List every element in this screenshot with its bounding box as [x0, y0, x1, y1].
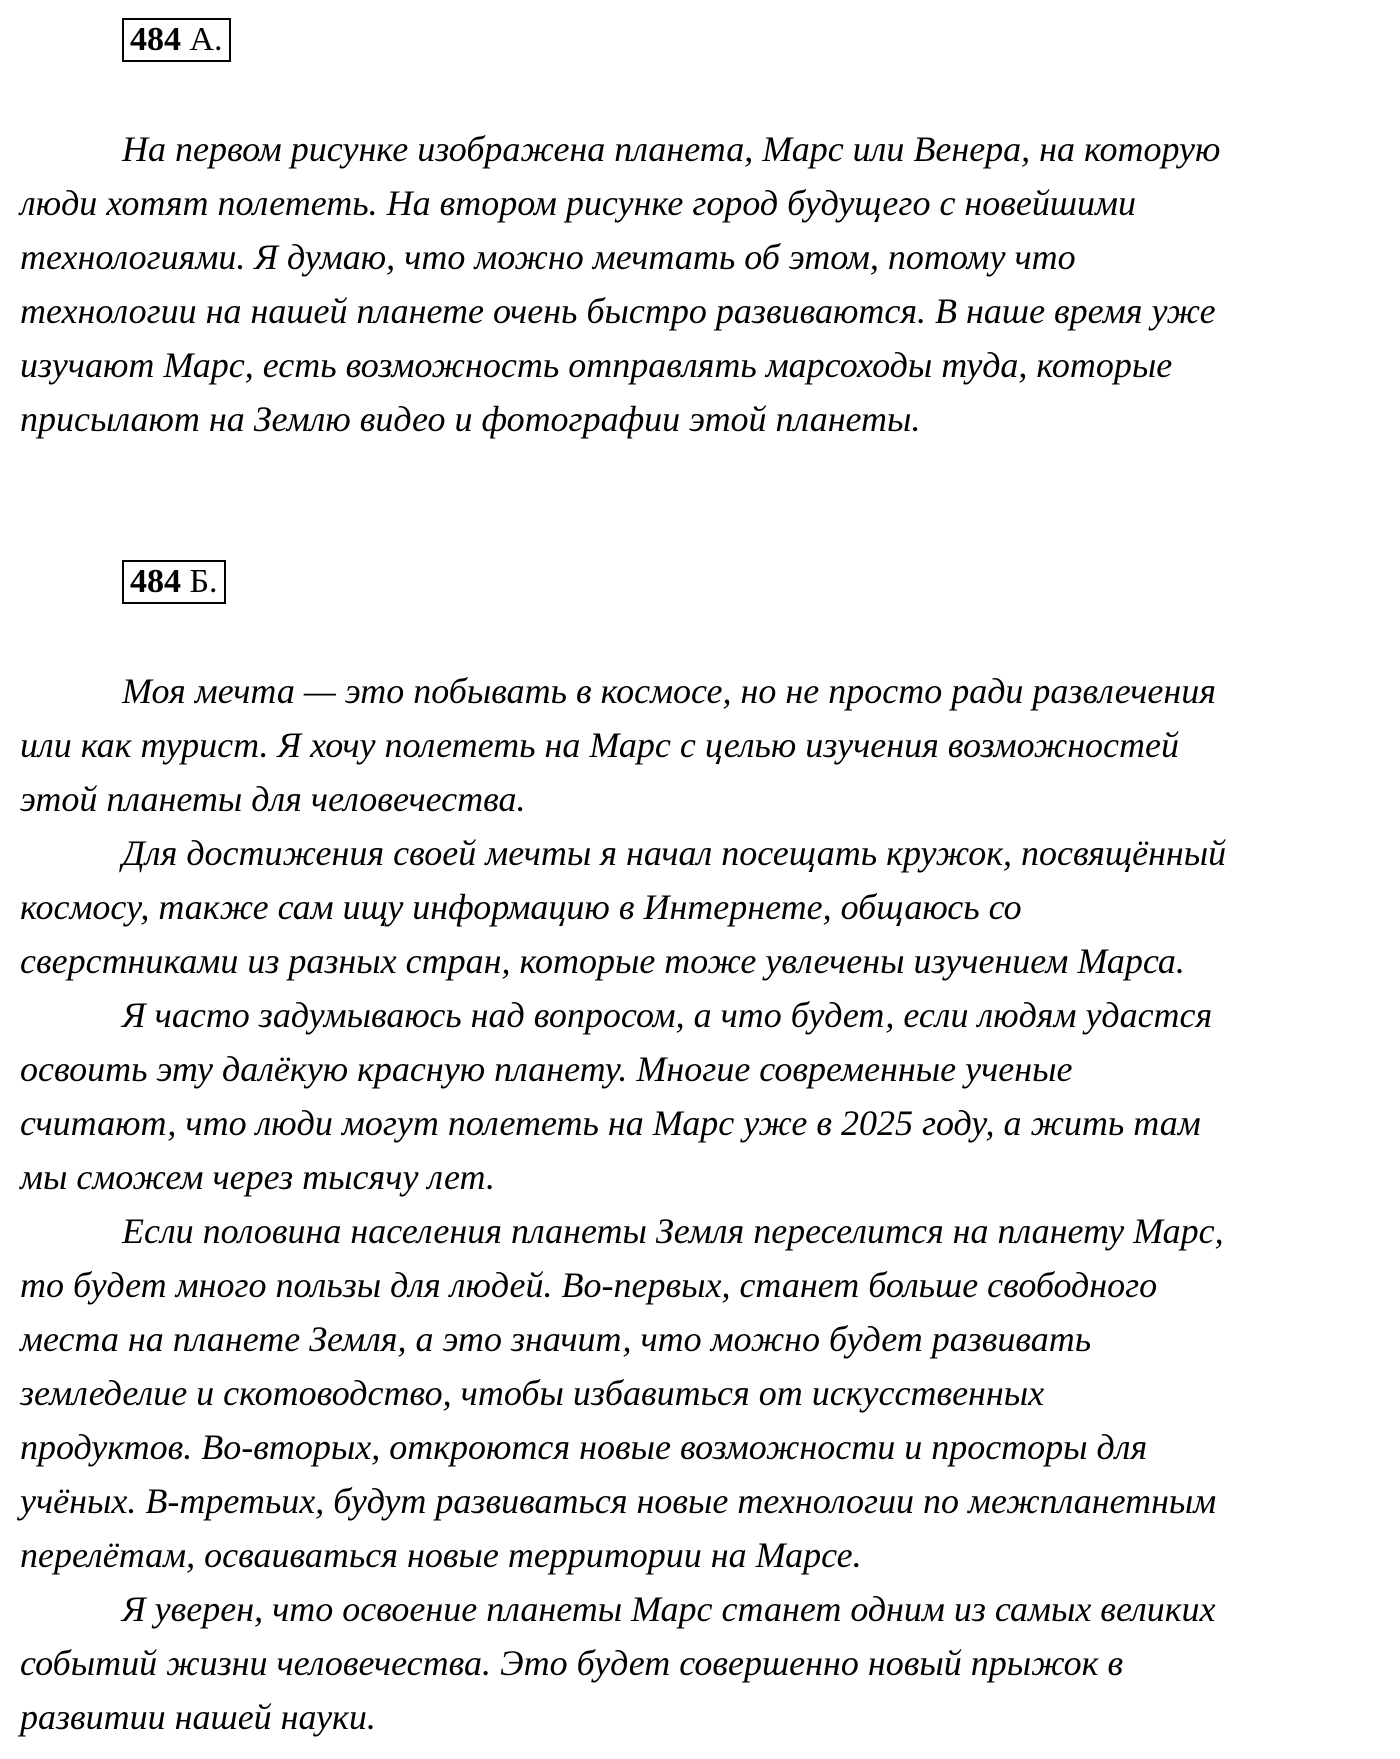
text-line: считают, что люди могут полететь на Марс уже в 2025 году, а жить там — [20, 1103, 1201, 1143]
text-line: освоить эту далёкую красную планету. Многие современные ученые — [20, 1049, 1073, 1089]
text-line: технологиями. Я думаю, что можно мечтать об этом, потому что — [20, 237, 1076, 277]
exercise-letter: Б. — [189, 563, 218, 600]
text-line: люди хотят полететь. На втором рисунке город будущего с новейшими — [20, 183, 1137, 223]
text-line: На первом рисунке изображена планета, Марс или Венера, на которую — [122, 129, 1221, 169]
text-line: учёных. В-третьих, будут развиваться новые технологии по межпланетным — [20, 1481, 1217, 1521]
text-line: Я часто задумываюсь над вопросом, а что будет, если людям удастся — [122, 995, 1213, 1035]
text-line: Если половина населения планеты Земля переселится на планету Марс, — [122, 1211, 1224, 1251]
text-line: сверстниками из разных стран, которые тоже увлечены изучением Марса. — [20, 941, 1185, 981]
exercise-label-484b — [122, 560, 226, 604]
text-line: технологии на нашей планете очень быстро развиваются. В наше время уже — [20, 291, 1216, 331]
text-line: продуктов. Во-вторых, откроются новые возможности и просторы для — [20, 1427, 1148, 1467]
text-line: мы сможем через тысячу лет. — [20, 1157, 495, 1197]
text-line: этой планеты для человечества. — [20, 779, 526, 819]
exercise-letter: А. — [189, 21, 223, 58]
text-line: перелётам, осваиваться новые территории на Марсе. — [20, 1535, 862, 1575]
text-line: развитии нашей науки. — [20, 1697, 376, 1737]
exercise-number: 484 — [130, 563, 181, 600]
text-line: земледелие и скотоводство, чтобы избавиться от искусственных — [20, 1373, 1045, 1413]
text-line: космосу, также сам ищу информацию в Интернете, общаюсь со — [20, 887, 1022, 927]
exercise-number: 484 — [130, 21, 181, 58]
text-line: Для достижения своей мечты я начал посещать кружок, посвящённый — [122, 833, 1227, 873]
text-line: изучают Марс, есть возможность отправлять марсоходы туда, которые — [20, 345, 1173, 385]
text-line: или как турист. Я хочу полететь на Марс с целью изучения возможностей — [20, 725, 1180, 765]
text-line: присылают на Землю видео и фотографии этой планеты. — [20, 399, 921, 439]
answer-text-484a — [20, 122, 1400, 446]
text-line: Моя мечта — это побывать в космосе, но не просто ради развлечения — [122, 671, 1216, 711]
exercise-label-484a — [122, 18, 231, 62]
text-line: событий жизни человечества. Это будет совершенно новый прыжок в — [20, 1643, 1124, 1683]
text-line: Я уверен, что освоение планеты Марс станет одним из самых великих — [122, 1589, 1216, 1629]
answer-text-484b — [20, 664, 1400, 1744]
text-line: то будет много пользы для людей. Во-первых, станет больше свободного — [20, 1265, 1158, 1305]
text-line: места на планете Земля, а это значит, что можно будет развивать — [20, 1319, 1092, 1359]
